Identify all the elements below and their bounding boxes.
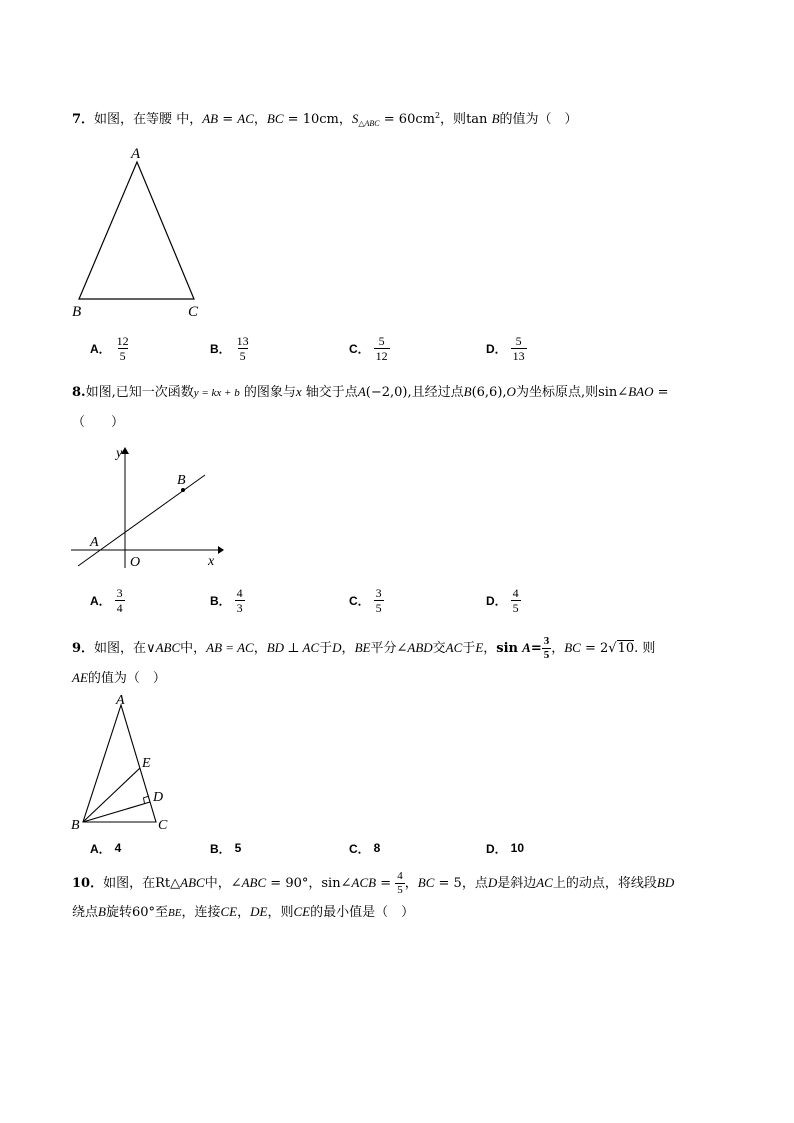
fraction <box>235 335 251 362</box>
denominator: 13 <box>512 349 525 363</box>
q8-option-b[interactable] <box>210 587 245 614</box>
text: ，则 <box>267 905 294 920</box>
q7-option-a[interactable] <box>90 335 131 362</box>
vertex-label-b: B <box>72 304 82 320</box>
q8-option-a[interactable] <box>90 587 125 614</box>
q7-option-d[interactable] <box>486 335 527 362</box>
question-8-stem <box>72 383 669 402</box>
text: 轴交于点 <box>305 385 358 400</box>
denominator: 5 <box>397 884 403 896</box>
math: = <box>376 876 396 891</box>
option-label: D． <box>486 593 507 608</box>
math: BE <box>354 640 371 655</box>
numerator: 5 <box>515 334 522 348</box>
origin-label: O <box>130 555 141 570</box>
math: D <box>487 875 498 890</box>
math: = 10cm <box>283 112 339 127</box>
math: (6,6) <box>471 385 503 400</box>
math: AB = AC <box>206 640 254 655</box>
q7-option-b[interactable] <box>210 335 251 362</box>
math: AC <box>445 640 463 655</box>
math: BAO <box>628 384 654 399</box>
math: D <box>332 640 342 655</box>
y-axis-label: y <box>116 446 123 461</box>
vertex-label-a: A <box>131 146 141 162</box>
fraction <box>511 587 521 614</box>
math: AB <box>202 111 219 126</box>
text: 是斜边 <box>497 876 537 891</box>
point-label-e: E <box>142 756 151 771</box>
text: ，连接 <box>181 905 221 920</box>
math: = <box>218 112 238 127</box>
math: ABC <box>155 640 181 655</box>
option-label: A． <box>90 841 111 856</box>
math: B <box>491 111 500 126</box>
text: 中， <box>180 641 207 656</box>
denominator: 3 <box>236 601 243 615</box>
math: 60° <box>131 905 156 920</box>
math: AC <box>536 875 553 890</box>
math: △ABC <box>358 119 380 128</box>
text: 如图，在 <box>94 641 147 656</box>
math: ACB <box>351 875 377 890</box>
math: BC <box>266 111 284 126</box>
text: 至 <box>155 905 169 920</box>
point-label-d: D <box>153 790 164 805</box>
text: 中， <box>204 876 231 891</box>
q8-option-d[interactable] <box>486 587 521 614</box>
text: 于 <box>462 641 476 656</box>
math: ABC <box>180 875 205 890</box>
denominator: 5 <box>239 349 246 363</box>
math: ABC <box>241 875 267 890</box>
option-value: 10 <box>510 841 525 855</box>
option-label: C． <box>349 841 370 856</box>
text: 如图，在等腰 <box>94 112 173 127</box>
q9-option-d[interactable] <box>486 841 524 856</box>
q9-option-a[interactable] <box>90 841 121 856</box>
math: A <box>522 640 531 655</box>
q7-option-c[interactable] <box>349 335 390 362</box>
vertex-label-a: A <box>116 693 125 708</box>
question-9-stem-line2 <box>72 669 166 688</box>
point-b <box>181 488 185 492</box>
vertex-label-c: C <box>158 818 168 833</box>
q9-option-c[interactable] <box>349 841 380 856</box>
math: = 2 <box>580 641 609 656</box>
denominator: 4 <box>116 601 123 615</box>
denominator: 5 <box>543 649 550 661</box>
numerator: 3 <box>543 635 550 647</box>
math: AC <box>237 111 254 126</box>
math: AE <box>72 670 88 685</box>
text: 的最小值是（ ） <box>310 905 415 920</box>
math: O <box>506 384 516 399</box>
text: 为坐标原点,则 <box>515 385 599 400</box>
math: BE <box>168 907 182 919</box>
numerator: 4 <box>236 586 243 600</box>
text: ，点 <box>461 876 488 891</box>
math: x <box>295 384 302 399</box>
option-label: B． <box>210 841 231 856</box>
text: 如图，在 <box>103 876 156 891</box>
math: tan <box>466 112 488 127</box>
numerator: 5 <box>378 334 385 348</box>
option-label: B． <box>210 593 231 608</box>
math: A <box>357 384 366 399</box>
math: = 90° <box>266 876 309 891</box>
text: ， <box>404 876 418 891</box>
text: （ ） <box>72 415 125 430</box>
math: 10 <box>617 641 635 656</box>
math: Rt△ <box>155 876 181 891</box>
math: S <box>351 111 359 126</box>
math: BC <box>417 875 435 890</box>
numerator: 3 <box>116 586 123 600</box>
point-b-label: B <box>177 473 186 488</box>
option-label: B． <box>210 341 231 356</box>
vertex-label-b: B <box>71 818 80 833</box>
question-10-stem-line2 <box>72 903 414 922</box>
triangle-angle-bisector-figure <box>66 690 186 835</box>
text: ， <box>483 641 497 656</box>
question-7-stem <box>72 107 578 133</box>
text: 中， <box>176 112 203 127</box>
fraction <box>115 335 131 362</box>
option-label: C． <box>349 593 370 608</box>
math: sin∠ <box>598 385 629 400</box>
text: ， <box>338 112 352 127</box>
math: ∨ <box>146 641 156 656</box>
math: = 60cm <box>379 112 435 127</box>
math: ∠ <box>396 641 408 656</box>
option-label: A． <box>90 341 111 356</box>
math: BD <box>656 875 675 890</box>
x-axis-arrow <box>218 546 224 554</box>
text: 交 <box>432 641 446 656</box>
numerator: 4 <box>397 870 403 882</box>
triangle-abc <box>79 162 194 299</box>
math: B <box>463 384 472 399</box>
fraction <box>374 335 390 362</box>
math: = 5 <box>434 876 462 891</box>
math: CE <box>220 904 238 919</box>
text: 的图象与 <box>243 385 296 400</box>
fraction <box>374 587 384 614</box>
option-value: 4 <box>114 841 122 855</box>
math: sin∠ <box>321 876 352 891</box>
fraction <box>542 636 552 661</box>
denominator: 5 <box>375 601 382 615</box>
math: sin <box>496 641 518 656</box>
q8-option-c[interactable] <box>349 587 384 614</box>
text: 的值为（ ） <box>499 112 578 127</box>
question-9-stem: 9．如图，在∨ABC中，AB = AC，BD ⊥ AC于D，BE平分∠ABD交AC于E，sin A= $\frac{3}{5}$ ，BC = 2√10. 则 <box>72 635 656 661</box>
question-number: 7． <box>72 112 95 127</box>
math: BC <box>564 640 581 655</box>
denominator: 5 <box>119 349 126 363</box>
option-label: D． <box>486 841 507 856</box>
fraction <box>395 871 405 896</box>
math: ABD <box>407 640 433 655</box>
text: ， <box>551 641 565 656</box>
isosceles-triangle-figure <box>64 140 224 325</box>
text: 平分 <box>370 641 397 656</box>
math: DE <box>250 904 268 919</box>
line-y-kx-b <box>78 475 205 566</box>
fraction <box>235 587 245 614</box>
denominator: 5 <box>512 601 519 615</box>
question-10-stem <box>72 871 674 896</box>
math: (−2,0) <box>365 385 408 400</box>
question-number: 9． <box>72 641 95 656</box>
fraction <box>115 587 125 614</box>
math: CE <box>293 904 311 919</box>
text: ， <box>341 641 355 656</box>
numerator: 13 <box>236 334 249 348</box>
text: 绕点 <box>72 905 99 920</box>
question-8-paren <box>72 414 124 432</box>
x-axis-label: x <box>208 554 215 569</box>
text: , <box>502 385 507 400</box>
point-a-label: A <box>90 535 99 550</box>
text: 旋转 <box>105 905 132 920</box>
text: . 则 <box>634 641 656 656</box>
text: ， <box>237 905 251 920</box>
text: ， <box>253 641 267 656</box>
question-number: 10． <box>72 876 104 891</box>
math: B <box>98 904 106 919</box>
option-label: C． <box>349 341 370 356</box>
text: ，则 <box>440 112 467 127</box>
text: 上的动点，将线段 <box>552 876 657 891</box>
vertex-label-c: C <box>188 304 199 320</box>
fraction <box>511 335 527 362</box>
linear-function-graph <box>68 440 228 575</box>
math: ∠ <box>230 876 242 891</box>
numerator: 4 <box>512 586 519 600</box>
text: ， <box>308 876 322 891</box>
math: = <box>530 641 542 656</box>
option-label: A． <box>90 593 111 608</box>
text: 如图,已知一次函数 <box>85 385 194 400</box>
denominator: 12 <box>375 349 388 363</box>
text: ,且经过点 <box>407 385 464 400</box>
numerator: 3 <box>375 586 382 600</box>
question-number: 8. <box>72 385 86 400</box>
text: 的值为（ ） <box>87 671 166 686</box>
math: E <box>475 640 484 655</box>
math: = <box>653 385 669 400</box>
option-value: 5 <box>234 841 242 855</box>
math: 2 <box>434 111 441 120</box>
text: 于 <box>319 641 333 656</box>
text: ， <box>253 112 267 127</box>
option-label: D． <box>486 341 507 356</box>
math: y = kx + b <box>193 387 240 399</box>
numerator: 12 <box>116 334 129 348</box>
q9-option-b[interactable] <box>210 841 241 856</box>
option-value: 8 <box>373 841 381 855</box>
math: BD ⊥ AC <box>266 640 320 655</box>
